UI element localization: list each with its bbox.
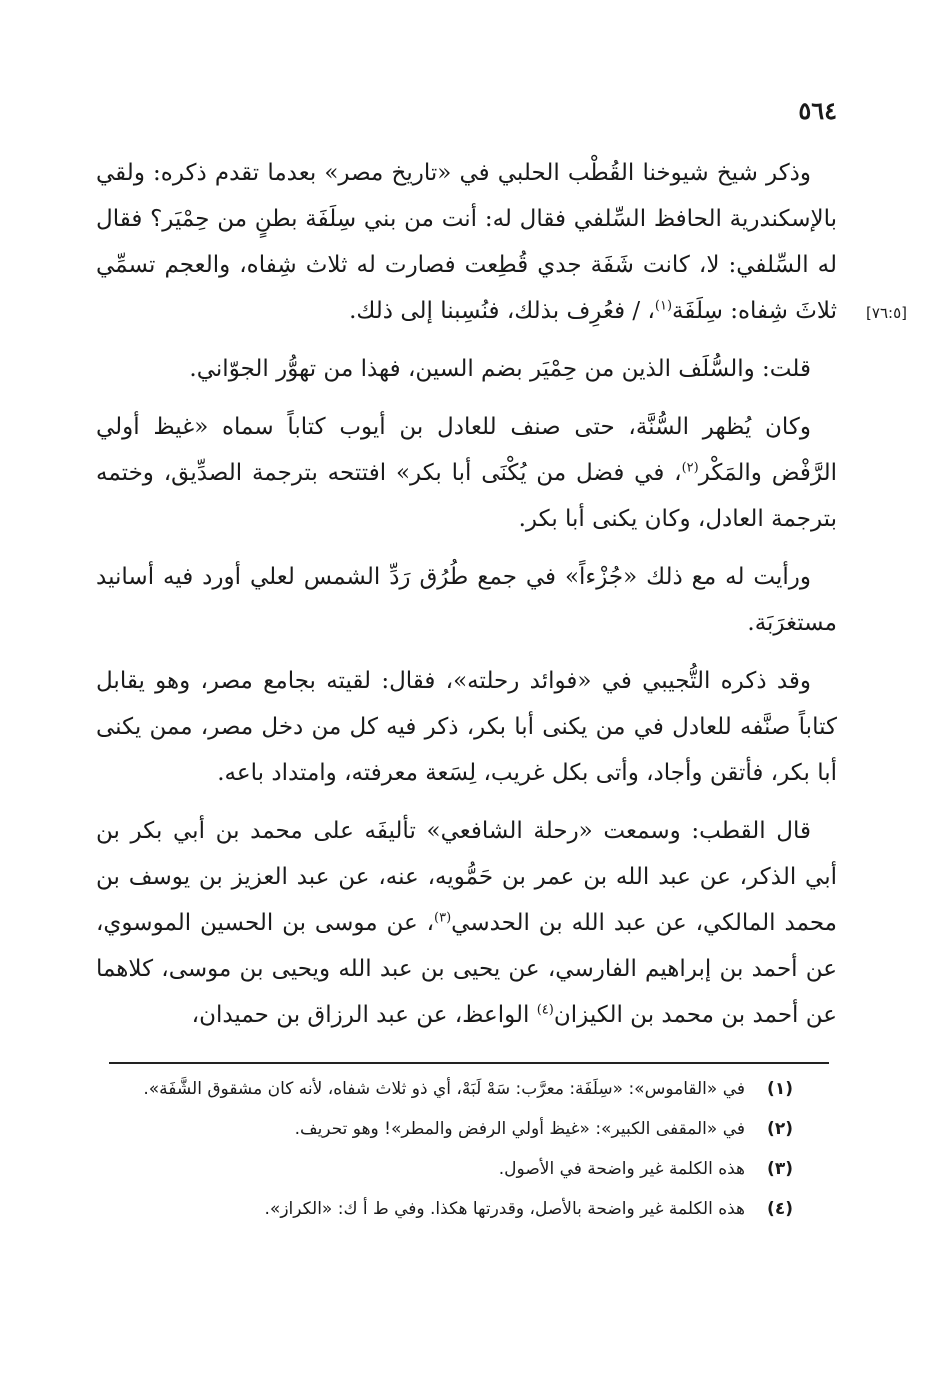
paragraph-text-continued: ، / فعُرِف بذلك، فنُسِبنا إلى ذلك.: [349, 298, 655, 324]
footnote-number: (٣): [767, 1159, 793, 1179]
paragraph-text-continued: ، في فضل من يُكْنَى أبا بكر» افتتحه بترجمة الصدِّيق، وختمه بترجمة العادل، وكان يكنى أبا بكر.: [96, 460, 837, 532]
paragraph-6: [96, 808, 837, 1038]
footnote-1: [100, 1074, 793, 1104]
page-number: ٥٦٤: [798, 96, 837, 125]
footnote-3: [100, 1154, 793, 1184]
footnote-ref-3: (٣): [434, 910, 452, 926]
footnote-text: هذه الكلمة غير واضحة في الأصول.: [498, 1159, 745, 1179]
paragraph-4: [96, 554, 837, 646]
paragraph-text: قلت: والسُّلَف الذين من حِمْيَر بضم السين، فهذا من تهوُّر الجوّاني.: [189, 356, 811, 382]
footnote-text: في «القاموس»: «سِلَفَة: معرَّب: سَهْ لَبَهْ، أي ذو ثلاث شفاه، لأنه كان مشقوق الشَّفَة».: [143, 1079, 745, 1099]
margin-reference: [٧٦:٥]: [866, 304, 907, 322]
main-text: [96, 150, 907, 1050]
footnote-ref-2: (٢): [681, 460, 699, 476]
footnote-text: في «المقفى الكبير»: «غيظ أولي الرفض والمطر»! وهو تحريف.: [294, 1119, 745, 1139]
paragraph-5: [96, 658, 837, 796]
paragraph-text: وكان يُظهر السُّنَّة، حتى صنف للعادل بن أيوب كتاباً سماه «غيظ أولي الرَّفْض والمَكْر: [96, 414, 838, 486]
paragraph-text-continued: الواعظ، عن عبد الرزاق بن حميدان،: [191, 1002, 537, 1028]
footnote-number: (٤): [767, 1199, 793, 1219]
paragraph-2: [96, 346, 837, 392]
footnote-number: (٢): [767, 1119, 793, 1139]
footnote-number: (١): [767, 1079, 793, 1099]
footnote-text: هذه الكلمة غير واضحة بالأصل، وقدرتها هكذا. وفي ط أ ك: «الكراز».: [264, 1199, 745, 1219]
footnote-ref-1: (١): [654, 298, 673, 314]
paragraph-text-continued: ، عن موسى بن الحسين الموسوي، عن أحمد بن إبراهيم الفارسي، عن يحيى بن عبد الله ويحيى بن موسى، كلاهما عن أحمد بن محمد بن الكيزان: [96, 910, 837, 1028]
footnotes: [100, 1074, 793, 1234]
paragraph-text: وقد ذكره التُّجيبي في «فوائد رحلته»، فقال: لقيته بجامع مصر، وهو يقابل كتاباً صنَّفه للعادل في من يكنى أبا بكر، ذكر فيه كل من دخل مصر، ممن يكنى أبا بكر، فأتقن وأجاد، وأتى بكل غريب، لِسَعة معرفته، وامتداد باعه.: [96, 668, 837, 786]
footnote-ref-4: (٤): [536, 1002, 554, 1018]
paragraph-3: [96, 404, 837, 542]
footnote-separator: [109, 1062, 829, 1064]
footnote-2: [100, 1114, 793, 1144]
paragraph-text: وذكر شيخ شيوخنا القُطْب الحلبي في «تاريخ مصر» بعدما تقدم ذكره: ولقي بالإسكندرية الحافظ السِّلفي فقال له: أنت من بني سِلَفَة بطنٍ من حِمْيَر؟ فقال له السِّلفي: لا، كانت شَفَة جدي قُطِعت فصارت له ثلاث شِفاه، والعجم تسمِّي ثلاثَ شِفاه: سِلَفَة: [96, 160, 837, 324]
footnote-4: [100, 1194, 793, 1224]
paragraph-1: [96, 150, 907, 334]
paragraph-text: قال القطب: وسمعت «رحلة الشافعي» تأليفَه على محمد بن أبي بكر بن أبي الذكر، عن عبد الله بن عمر بن حَمُّويه، عنه، عن عبد العزيز بن يوسف بن محمد المالكي، عن عبد الله بن الحدسي: [96, 818, 837, 936]
paragraph-text: ورأيت له مع ذلك «جُزْءاً» في جمع طُرُق رَدِّ الشمس لعلي أورد فيه أسانيد مستغرَبَة.: [96, 564, 837, 636]
